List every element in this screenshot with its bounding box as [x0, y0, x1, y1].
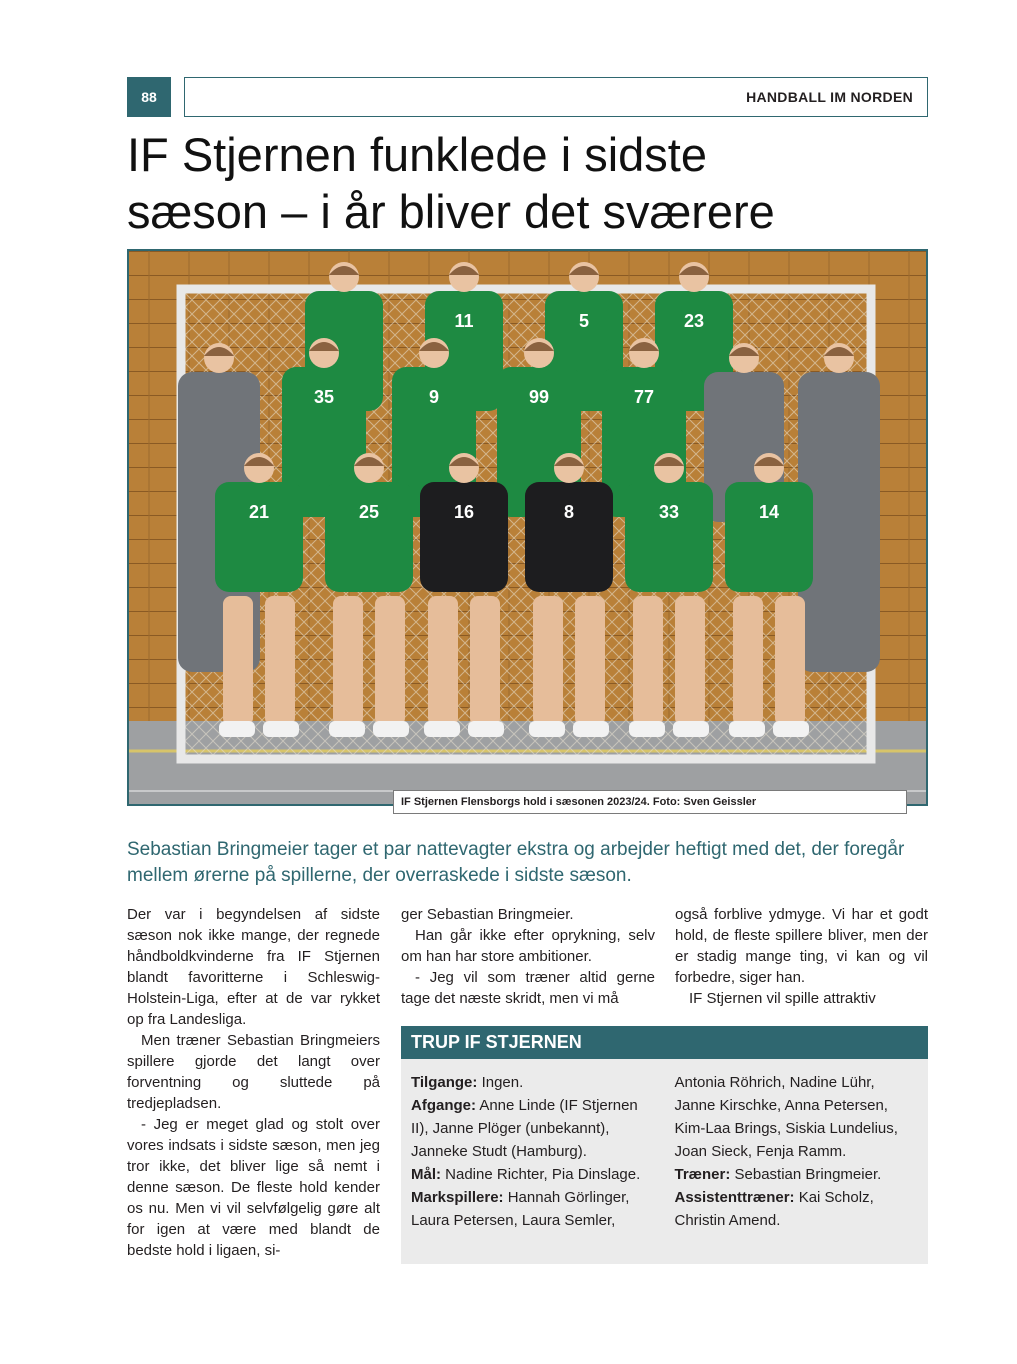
jersey-number: 99 — [528, 387, 550, 407]
squad-assistant — [675, 1186, 919, 1232]
paragraph: IF Stjernen vil spille attraktiv — [689, 990, 876, 1007]
value: Hannah Görlinger, Laura Petersen, Laura Semler, — [411, 1189, 630, 1229]
paragraph: Han går ikke efter oprykning, selv om han har store ambitioner. — [401, 927, 655, 965]
squad-column-1 — [411, 1071, 655, 1232]
section-title: HANDBALL IM NORDEN — [746, 89, 913, 105]
jersey-number: 11 — [454, 311, 474, 331]
label: Træner: — [674, 1166, 731, 1183]
photo-caption: IF Stjernen Flensborgs hold i sæsonen 2023/24. Foto: Sven Geissler — [393, 790, 907, 814]
headline-line-2: sæson – i år bliver det sværere — [127, 185, 775, 238]
article-headline — [127, 126, 927, 240]
squad-box — [401, 1026, 928, 1264]
squad-departures — [411, 1094, 655, 1163]
value: Sebastian Bringmeier. — [730, 1166, 882, 1183]
squad-goalkeepers — [411, 1163, 655, 1186]
value: Anne Linde (IF Stjernen II), Janne Plöger (unbekannt), Janneke Studt (Hamburg). — [411, 1097, 638, 1160]
article-lead: Sebastian Bringmeier tager et par nattevagter ekstra og arbejder heftigt med det, der foregår mellem ørerne på spillerne, der overraskede i sidste sæson. — [127, 839, 905, 886]
jersey-number: 9 — [428, 387, 440, 407]
jersey-number: 23 — [683, 311, 705, 331]
label: Assistenttræner: — [674, 1189, 795, 1206]
paragraph: - Jeg er meget glad og stolt over vores indsats i sidste sæson, men jeg tror ikke, det bliver lige så nemt i denne sæson. De fleste hold kender os nu. Men vi vil selvfølgelig gøre alt for igen at være med blandt de bedste hold i ligaen, si- — [127, 1116, 380, 1259]
squad-field-players-cont: Antonia Röhrich, Nadine Lühr, Janne Kirschke, Anna Petersen, Kim-Laa Brings, Siskia Lundelius, Joan Sieck, Fenja Ramm. — [674, 1074, 898, 1160]
jersey-number: 5 — [578, 311, 590, 331]
paragraph: Der var i begyndelsen af sidste sæson nok ikke mange, der regnede håndboldkvinderne fra IF Stjernen blandt favoritterne i Schleswig-Holstein-Liga, efter at de var rykket op fra Landesliga. — [127, 906, 380, 1028]
article-column-2 — [401, 904, 655, 1009]
paragraph: Men træner Sebastian Bringmeiers spillere gjorde det langt over forventning og sluttede på tredjepladsen. — [127, 1032, 380, 1112]
squad-title: TRUP IF STJERNEN — [401, 1026, 928, 1059]
label: Mål: — [411, 1166, 441, 1183]
jersey-number: 14 — [758, 502, 780, 522]
article-column-1 — [127, 904, 380, 1261]
jersey-number: 8 — [563, 502, 575, 522]
squad-field-players — [411, 1186, 655, 1232]
label: Markspillere: — [411, 1189, 504, 1206]
label: Tilgange: — [411, 1074, 478, 1091]
team-photo — [127, 249, 928, 806]
jersey-number: 77 — [633, 387, 655, 407]
team-photo-illustration — [129, 251, 926, 804]
paragraph: også forblive ydmyge. Vi har et godt hold, de fleste spillere bliver, men der er stadig mange ting, vi kan og vil forbedre, siger han. — [675, 906, 928, 986]
jersey-number: 21 — [248, 502, 270, 522]
value: Nadine Richter, Pia Dinslage. — [441, 1166, 641, 1183]
value: Kai Scholz, Christin Amend. — [674, 1189, 874, 1229]
squad-column-2 — [675, 1071, 919, 1232]
section-header — [184, 77, 928, 117]
jersey-number: 35 — [313, 387, 335, 407]
paragraph: - Jeg vil som træner altid gerne tage det næste skridt, men vi må — [401, 969, 655, 1007]
label: Afgange: — [411, 1097, 476, 1114]
headline-line-1: IF Stjernen funklede i sidste — [127, 128, 707, 181]
jersey-number: 33 — [658, 502, 680, 522]
value: Ingen. — [477, 1074, 524, 1091]
squad-arrivals — [411, 1071, 655, 1094]
article-column-3 — [675, 904, 928, 1009]
jersey-number: 25 — [358, 502, 380, 522]
page-number: 88 — [127, 77, 171, 117]
squad-coach — [675, 1163, 919, 1186]
jersey-number: 16 — [453, 502, 475, 522]
paragraph: ger Sebastian Bringmeier. — [401, 906, 574, 923]
